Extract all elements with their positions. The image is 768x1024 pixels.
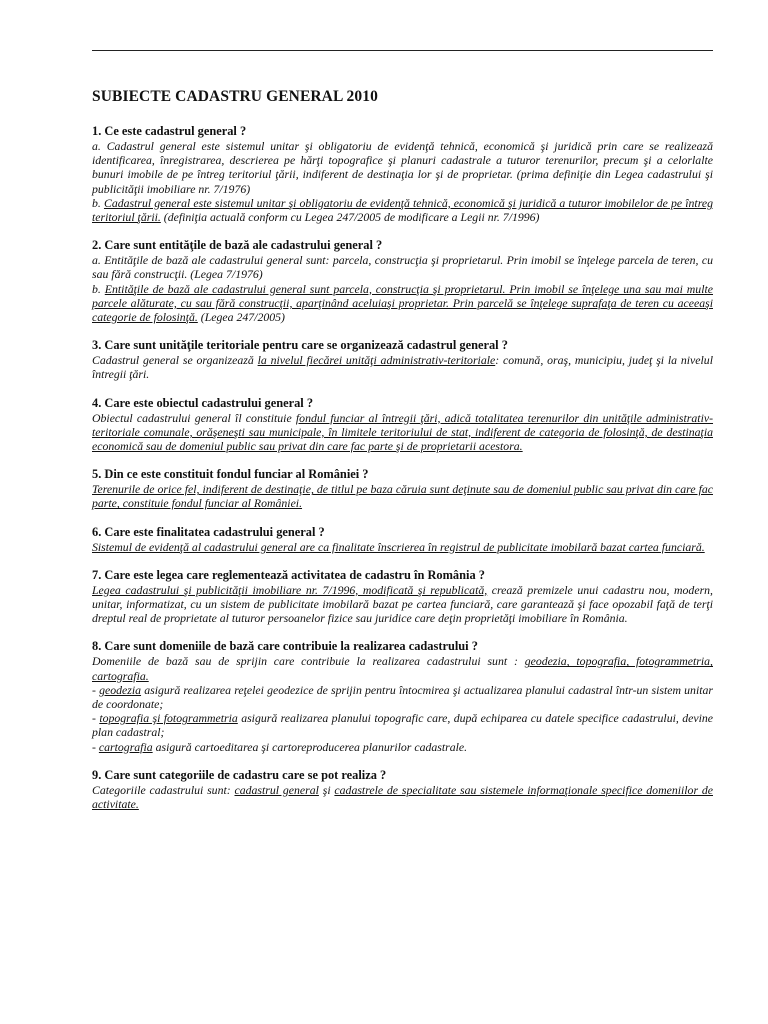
question-3-title: 3. Care sunt unităţile teritoriale pentru care se organizează cadastrul general ? xyxy=(92,338,508,353)
question-2-title: 2. Care sunt entităţile de bază ale cadastrului general ? xyxy=(92,238,383,253)
answer-label: b. xyxy=(92,281,101,296)
answer-text: : comună, oraş, municipiu, judeţ şi la nivelul întregii ţări. xyxy=(92,353,713,382)
question-6-title: 6. Care este finalitatea cadastrului general ? xyxy=(92,524,325,539)
question-4-title: 4. Care este obiectul cadastrului general ? xyxy=(92,395,314,410)
answer-6 xyxy=(92,540,713,554)
question-7-title: 7. Care este legea care reglementează activitatea de cadastru în România ? xyxy=(92,567,485,582)
answer-3 xyxy=(92,353,713,381)
answer-2a xyxy=(92,253,713,281)
question-7 xyxy=(92,568,713,626)
answer-underlined-text: la nivelul fiecărei unităţi administrativ-teritoriale xyxy=(257,353,496,368)
answer-text: crează premizele unui cadastru nou, modern, unitar, informatizat, cu un sistem de publicitate imobilară bazat pe cartea funciară, care garantează şi face opozabil faţă de terţi dreptul real de proprietate al tuturor persoanelor fizice sau juridice care deţin proprietăţi imobiliare în România. xyxy=(92,582,714,626)
answer-text: asigură realizarea reţelei geodezice de sprijin pentru întocmirea şi actualizarea planului cadastral într-un sistem unitar de coordonate; xyxy=(92,682,713,712)
top-rule xyxy=(92,50,713,51)
question-2 xyxy=(92,238,713,324)
answer-underlined-text: geodezia, topografia, fotogrammetria, cartografia. xyxy=(92,654,713,683)
answer-underlined-text: cadastrul general xyxy=(234,782,319,797)
question-5-title: 5. Din ce este constituit fondul funciar al României ? xyxy=(92,467,369,482)
answer-underlined-text: fondul funciar al întregii ţări, adică totalitatea terenurilor din unităţile administrativ-teritoriale comunale, orăşeneşti sau municipale, în limitele teritoriului de stat, indiferent de categoria de folosinţă, de destinaţia economică sau de domeniul public sau privat din care fac parte şi de proprietarii acestora. xyxy=(92,410,714,454)
answer-underlined-text: cartografia xyxy=(98,739,153,754)
answer-label: a. xyxy=(92,253,101,268)
answer-underlined-text: Entităţile de bază ale cadastrului general sunt parcela, construcţia şi proprietarul. Prin imobil se înţelege una sau mai multe parcele alăturate, cu sau fără construcţii, aparţinând aceluiaşi proprietar. Prin parcelă se înţelege suprafaţa de teren cu aceeaşi categorie de folosinţă. xyxy=(92,281,713,325)
list-dash: - xyxy=(92,739,99,754)
answer-text: asigură cartoeditarea şi cartoreproducerea planurilor cadastrale. xyxy=(152,739,468,754)
question-8-title: 8. Care sunt domeniile de bază care contribuie la realizarea cadastrului ? xyxy=(92,639,478,654)
answer-underlined-text: topografia şi fotogrammetria xyxy=(99,711,238,726)
answer-underlined-text: Terenurile de orice fel, indiferent de destinaţie, de titlul pe baza căruia sunt deţinute sau de domeniul public sau privat din care fac parte, constituie fondul funciar al României. xyxy=(92,482,713,511)
question-3 xyxy=(92,338,713,381)
answer-5 xyxy=(92,482,713,510)
question-9-title: 9. Care sunt categoriile de cadastru care se pot realiza ? xyxy=(92,767,387,782)
question-8 xyxy=(92,639,713,753)
answer-7 xyxy=(92,583,713,626)
question-5 xyxy=(92,467,713,510)
answer-text: (definiţia actuală conform cu Legea 247/2005 de modificare a Legii nr. 7/1996) xyxy=(163,210,540,225)
answer-8-item-1 xyxy=(92,683,713,711)
answer-text: Cadastrul general se organizează xyxy=(92,353,254,368)
answer-underlined-text: cadastrele de specialitate sau sistemele informaţionale specifice domeniilor de activitate. xyxy=(92,782,713,812)
answer-text: asigură realizarea planului topografic care, după echiparea cu datele specifice cadastrului, devine plan cadastral; xyxy=(92,711,713,740)
answer-underlined-text: Cadastrul general este sistemul unitar şi obligatoriu de evidenţă tehnică, economică şi juridică a tuturor imobilelor de pe întreg teritoriul ţării. xyxy=(92,195,713,225)
answer-8 xyxy=(92,654,713,682)
answer-1a xyxy=(92,139,713,196)
answer-1b xyxy=(92,196,713,224)
answer-text: Domeniile de bază sau de sprijin care contribuie la realizarea cadastrului sunt : xyxy=(92,654,518,669)
answer-label: b. xyxy=(92,195,101,210)
document-title: SUBIECTE CADASTRU GENERAL 2010 xyxy=(92,88,378,105)
answer-4 xyxy=(92,411,713,454)
list-dash: - xyxy=(92,682,100,697)
list-dash: - xyxy=(92,711,100,726)
answer-text: Cadastrul general este sistemul unitar şi obligatoriu de evidenţă tehnică, economică şi juridică prin care se realizează identificarea, înregistrarea, descrierea pe hărţi topografice şi planuri cadastrale a tuturor terenurilor, precum şi a celorlalte bunuri imobile de pe întreg teritoriul ţării, indiferent de destinaţia lor şi de proprietar. (prima definiţie din Legea cadastrului şi publicităţii imobiliare nr. 7/1976) xyxy=(92,139,713,196)
question-9 xyxy=(92,768,713,811)
answer-label: a. xyxy=(92,139,101,153)
question-1-title: 1. Ce este cadastrul general ? xyxy=(92,124,247,138)
answer-text: Obiectul cadastrului general îl constituie xyxy=(92,410,292,425)
answer-8-item-2 xyxy=(92,711,713,739)
answer-9 xyxy=(92,783,713,811)
answer-underlined-text: Sistemul de evidenţă al cadastrului general are ca finalitate înscrierea în registrul de publicitate imobilară bazat cartea funciară. xyxy=(92,539,705,554)
answer-2b xyxy=(92,282,713,325)
answer-underlined-text: Legea cadastrului şi publicităţii imobiliare nr. 7/1996, modificată şi republicată, xyxy=(92,582,488,597)
answer-underlined-text: geodezia xyxy=(99,682,142,697)
question-6 xyxy=(92,525,713,554)
question-4 xyxy=(92,396,713,454)
answer-text: şi xyxy=(318,782,335,797)
document-page xyxy=(92,88,713,825)
answer-text: Categoriile cadastrului sunt: xyxy=(92,782,231,797)
answer-text: (Legea 247/2005) xyxy=(200,310,285,325)
answer-text: Entităţile de bază ale cadastrului general sunt: parcela, construcţia şi proprietarul. Prin imobil se înţelege parcela de teren, cu sau fără construcţii. (Legea 7/1976) xyxy=(92,253,713,282)
answer-8-item-3 xyxy=(92,740,713,754)
question-1 xyxy=(92,124,713,224)
